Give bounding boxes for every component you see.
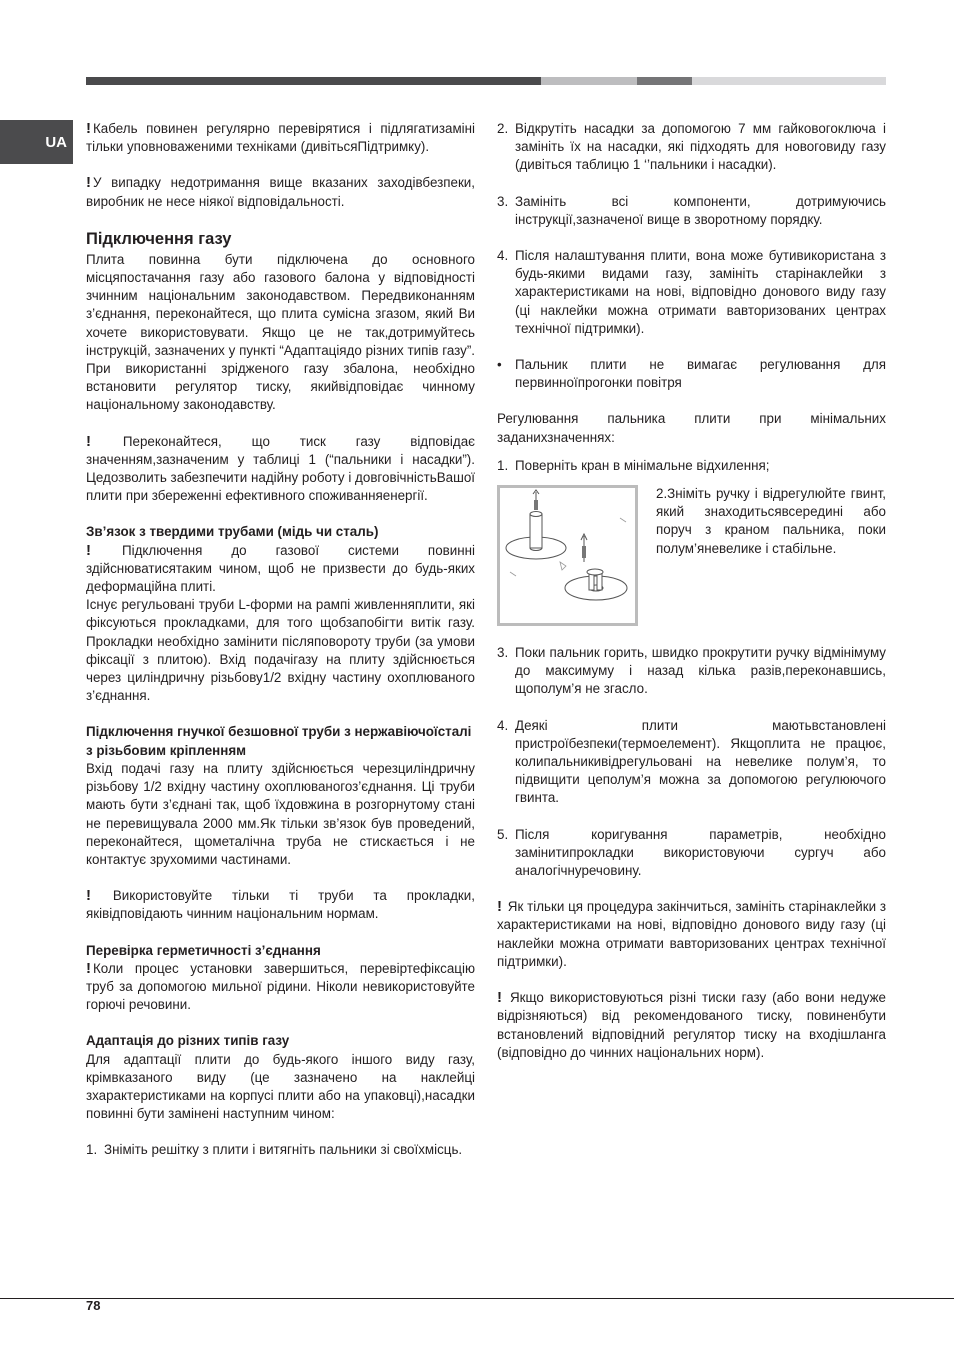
- list-item: 4. Деякі плити маютьвстановлені пристроїбезпеки(термоелемент). Якщоплита не працює, колипальникивідрегульовані на невелике полум’я, то підвищити цеполум’я можна за допомогою регулюючого гвинта.: [497, 717, 886, 806]
- paragraph-gas-supply: Плита повинна бути підключена до основного місцяпостачання газу або газового балона у відповідності зчинним національним законодавством. Передвиконанням з’єднання, переконайтеся, що плита сумісна згазом, який Ви хочете використовувати. Якщо це не так,дотримуйтесь інструкцій, зазначених у пункті “Адаптаціядо різних типів газу”. При використанні зрідженого газу збалона, необхідно встановити регулятор тиску, якийвідповідає чинному національному законодавству.: [86, 251, 475, 413]
- footer-divider: [0, 1298, 954, 1299]
- warning-icon: !: [86, 432, 91, 450]
- paragraph-min-adjustment: Регулювання пальника плити при мінімальних заданихзначеннях:: [497, 411, 886, 445]
- list-item: 1. Зніміть решітку з плити і витягніть пальники зі своїхмісць.: [86, 1142, 463, 1158]
- heading-leak-check: Перевірка герметичності з’єднання: [86, 942, 321, 958]
- list-item: 3. Поки пальник горить, швидко прокрутити ручку відмінімуму до максимуму і назад кілька разів,переконавшись, щополум’я не згасло.: [497, 645, 886, 697]
- paragraph-screw-adjust: 2.Зніміть ручку і відрегулюйте гвинт, який знаходитьсявсередині або поруч з краном пальника, поки полум’яневелике і стабільне.: [656, 486, 886, 556]
- warning-pressure-regulator: ! Якщо використовуються різні тиски газу (або вони недуже відрізняються) від рекомендованого тиску, повиненбути встановлений відповідний регулятор тиску на входішланга (відповідно до чинних національних норм).: [497, 989, 886, 1060]
- warning-icon: !: [497, 898, 502, 916]
- warning-icon: !: [86, 959, 91, 977]
- bullet-icon: •: [497, 357, 502, 373]
- top-bar-segment-dark: [86, 77, 541, 85]
- heading-flexible-pipe: Підключення гнучкої безшовної труби з нержавіючоїсталі з різьбовим кріпленням: [86, 724, 472, 758]
- burner-screw-illustration: [500, 488, 635, 623]
- top-bar-segment-mid: [637, 77, 692, 85]
- warning-approved-pipes: ! Використовуйте тільки ті труби та прокладки, яківідповідають чинним національним нормам.: [86, 887, 475, 922]
- list-item: 2. Відкрутіть насадки за допомогою 7 мм гайковогоключа і замініть їх на насадки, які підходять для новоговиду газу (дивіться таблицю 1 ‘’пальники і насадки).: [497, 121, 886, 173]
- paragraph-flexible-pipe: Вхід подачі газу на плиту здійснюється черезциліндричну різьбову 1/2 вхідну частину охоплюваногоз’єднання. Ці труби мають бути з’єднані так, щоб їхдовжина в розгорнутому стані не перевищувала 2000 мм.Як тільки зв’язок був проведений, переконайтеся, щометалічна труба не стискається і не контактує зрухомими частинами.: [86, 760, 475, 867]
- right-column: [497, 120, 886, 1062]
- list-item: 1. Поверніть кран в мінімальне відхилення;: [497, 457, 770, 473]
- burner-adjustment-figure: [497, 485, 638, 626]
- warning-icon: !: [86, 541, 91, 559]
- warning-pressure: ! Переконайтеся, що тиск газу відповідає значенням,зазначеним у таблиці 1 (“пальники і насадки”). Цедозволить забезпечити надійну роботу і довговічністьВашої плити при збереженні ефективного споживанняенергії.: [86, 432, 475, 504]
- heading-gas-adaptation: Адаптація до різних типів газу: [86, 1033, 290, 1049]
- list-item: 5. Після коригування параметрів, необхідно замінитипрокладки використовуючи сургуч або аналогічнуречовину.: [497, 826, 886, 879]
- warning-replace-labels: ! Як тільки ця процедура закінчиться, замініть старінаклейки з характеристиками на нові, відповідно донового виду газу (ці наклейки можна отримати вавторизованих центрах технічної підтримки).: [497, 898, 886, 969]
- language-tab: UA: [0, 120, 73, 164]
- warning-icon: !: [86, 120, 91, 137]
- warning-icon: !: [86, 887, 91, 905]
- bullet-item: • Пальник плити не вимагає регулювання для первинноїпрогонки повітря: [497, 356, 886, 392]
- warning-icon: !: [86, 174, 91, 192]
- paragraph-l-pipes: Існує регульовані труби L-форми на рампі живленняплити, які фіксуються прокладками, для того щобзапобігти витік газу. Прокладки необхідно замінити післяповороту труби (за умови фіксації з плитою). Вхід подачігазу на плиту здійснюється через циліндричну різьбову1/2 вхідну частину охоплюваного з’єднання.: [86, 597, 475, 704]
- heading-gas-connection: Підключення газу: [86, 229, 232, 248]
- warning-cable: ! Кабель повинен регулярно перевірятися і підлягатизаміні тільки уповноваженими техніками (дивітьсяПідтримку).: [86, 120, 475, 155]
- page-number: 78: [86, 1298, 101, 1313]
- heading-rigid-pipes: Зв’язок з твердими трубами (мідь чи сталь): [86, 524, 379, 540]
- list-item: 4. Після налаштування плити, вона може бутивикористана з будь-якими видами газу, замініть старінаклейки з характеристиками на нові, відповідно донового виду газу (ці наклейки можна отримати вавторизованих центрах технічної підтримки).: [497, 248, 886, 336]
- top-color-bar: [86, 77, 886, 85]
- warning-liability: ! У випадку недотримання вище вказаних заходівбезпеки, виробник не несе ніякої відповідальності.: [86, 174, 475, 209]
- paragraph-gas-adaptation: Для адаптації плити до будь-якого іншого виду газу, крімвказаного виду (це зазначено на наклейці зхарактеристиками на корпусі плити або на упаковці),насадки повинні бути замінені наступним чином:: [86, 1051, 475, 1122]
- list-item: 3. Замініть всі компоненти, дотримуючись інструкції,зазначеної вище в зворотному порядку.: [497, 193, 886, 227]
- top-bar-segment-light: [541, 77, 637, 85]
- warning-leak-check: ! Коли процес установки завершиться, перевіртефіксацію труб за допомогою мильної рідини. Ніколи невикористовуйте горючі речовини.: [86, 959, 475, 1013]
- warning-rigid-connection: ! Підключення до газової системи повинні здійснюватисятаким чином, щоб не призвести до будь-яких деформаційна плиті.: [86, 541, 475, 595]
- figure-row: [497, 485, 886, 626]
- top-bar-segment-pale: [692, 77, 886, 85]
- warning-icon: !: [497, 989, 502, 1007]
- left-column: [86, 120, 475, 1160]
